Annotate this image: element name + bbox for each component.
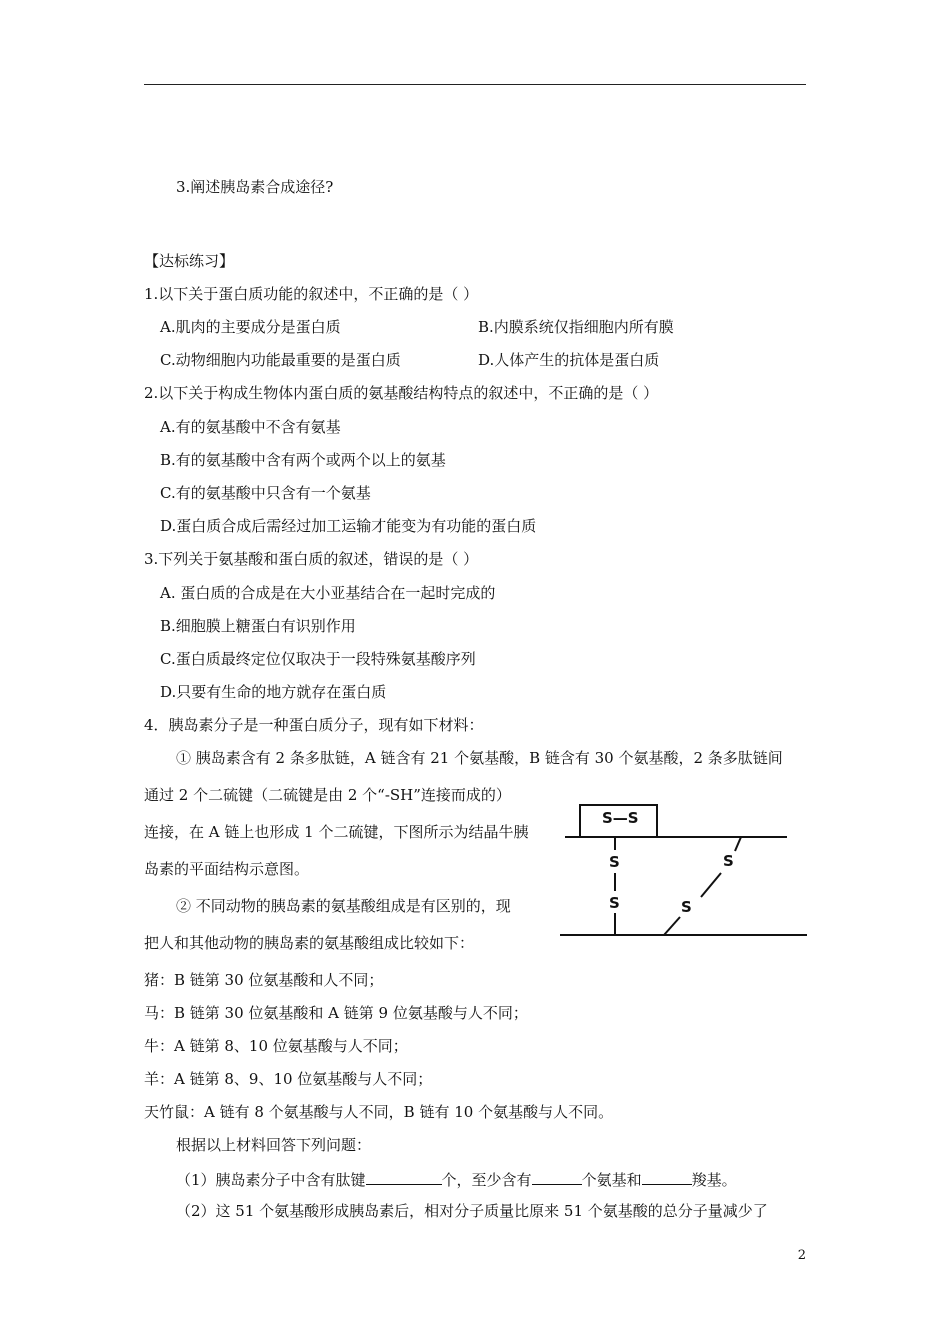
- disulfide-s-label-diag-upper: S: [723, 852, 734, 870]
- q2-option-c: C.有的氨基酸中只含有一个氨基: [160, 484, 371, 502]
- q4-sub2: （2）这 51 个氨基酸形成胰岛素后，相对分子质量比原来 51 个氨基酸的总分子量减少了: [176, 1202, 768, 1220]
- q4-sub1-part4: 羧基。: [691, 1171, 737, 1189]
- comparison-pig: 猪：B 链第 30 位氨基酸和人不同；: [144, 971, 384, 989]
- disulfide-s-label-upper: S: [609, 853, 620, 871]
- q1-option-b: B.内膜系统仅指细胞内所有膜: [478, 318, 674, 336]
- q3-option-d: D.只要有生命的地方就存在蛋白质: [160, 683, 387, 701]
- q2-stem: 2.以下关于构成生物体内蛋白质的氨基酸结构特点的叙述中，不正确的是（ ）: [144, 384, 659, 402]
- q4-material1-line4: 岛素的平面结构示意图。: [144, 860, 310, 878]
- q3-option-b: B.细胞膜上糖蛋白有识别作用: [160, 617, 356, 635]
- q4-sub1: [176, 1168, 737, 1190]
- intra-chain-disulfide-label: S—S: [602, 809, 639, 827]
- q3-option-a: A. 蛋白质的合成是在大小亚基结合在一起时完成的: [160, 584, 496, 602]
- q4-stem: 4．胰岛素分子是一种蛋白质分子，现有如下材料：: [144, 716, 484, 734]
- q3-review-title: 3.阐述胰岛素合成途径?: [176, 178, 334, 196]
- q2-option-b: B.有的氨基酸中含有两个或两个以上的氨基: [160, 451, 446, 469]
- q1-option-c: C.动物细胞内功能最重要的是蛋白质: [160, 351, 401, 369]
- insulin-structure-diagram: [555, 795, 815, 945]
- q4-material2-line1: ② 不同动物的胰岛素的氨基酸组成是有区别的，现: [176, 897, 511, 915]
- disulfide-s-label-lower: S: [609, 894, 620, 912]
- q1-stem: 1.以下关于蛋白质功能的叙述中，不正确的是（ ）: [144, 285, 479, 303]
- q4-sub1-part3: 个氨基和: [581, 1171, 642, 1189]
- q4-material2-line2: 把人和其他动物的胰岛素的氨基酸组成比较如下：: [144, 934, 475, 952]
- q3-option-c: C.蛋白质最终定位仅取决于一段特殊氨基酸序列: [160, 650, 476, 668]
- q3-stem: 3.下列关于氨基酸和蛋白质的叙述，错误的是（ ）: [144, 550, 479, 568]
- disulfide-s-label-diag-lower: S: [681, 898, 692, 916]
- page-number: 2: [797, 1248, 806, 1263]
- section-title: 【达标练习】: [144, 252, 235, 270]
- q2-option-a: A.有的氨基酸中不含有氨基: [160, 418, 341, 436]
- header-rule: [144, 84, 806, 85]
- answer-blank-amino-groups[interactable]: [532, 1168, 582, 1185]
- answer-blank-peptide-bonds[interactable]: [366, 1168, 442, 1185]
- q4-material1-line1: ① 胰岛素含有 2 条多肽链，A 链含有 21 个氨基酸，B 链含有 30 个氨基酸，2 条多肽链间: [176, 749, 783, 767]
- q4-sub1-part1: （1）胰岛素分子中含有肽键: [176, 1171, 366, 1189]
- comparison-horse: 马：B 链第 30 位氨基酸和 A 链第 9 位氨基酸与人不同；: [144, 1004, 528, 1022]
- q4-material1-line2: 通过 2 个二硫键（二硫键是由 2 个“-SH”连接而成的）: [144, 786, 511, 804]
- answer-blank-carboxyl-groups[interactable]: [642, 1168, 692, 1185]
- comparison-rat: 天竹鼠：A 链有 8 个氨基酸与人不同，B 链有 10 个氨基酸与人不同。: [144, 1103, 614, 1121]
- q1-option-a: A.肌肉的主要成分是蛋白质: [160, 318, 341, 336]
- q2-option-d: D.蛋白质合成后需经过加工运输才能变为有功能的蛋白质: [160, 517, 537, 535]
- comparison-cow: 牛：A 链第 8、10 位氨基酸与人不同；: [144, 1037, 408, 1055]
- comparison-sheep: 羊：A 链第 8、9、10 位氨基酸与人不同；: [144, 1070, 433, 1088]
- q4-material1-line3: 连接，在 A 链上也形成 1 个二硫键，下图所示为结晶牛胰: [144, 823, 529, 841]
- q4-instruction: 根据以上材料回答下列问题：: [176, 1136, 372, 1154]
- q4-sub1-part2: 个，至少含有: [441, 1171, 532, 1189]
- q1-option-d: D.人体产生的抗体是蛋白质: [478, 351, 660, 369]
